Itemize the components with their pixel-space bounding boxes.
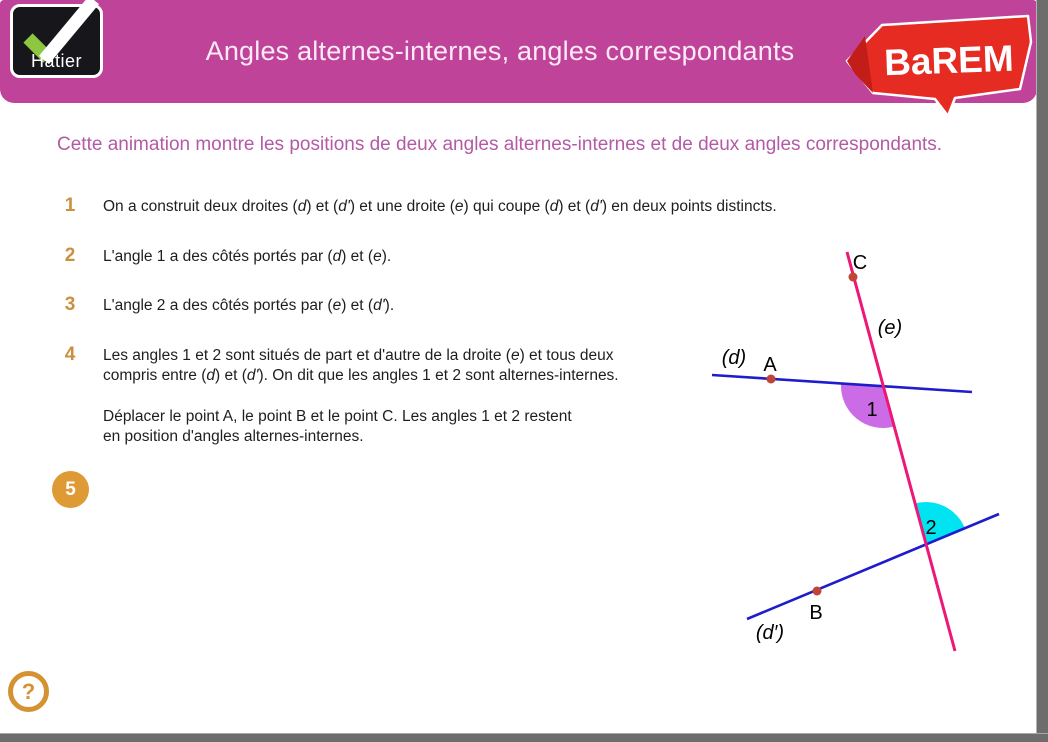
- hatier-logo-text: Hatier: [30, 51, 82, 71]
- step-number: 4: [64, 344, 76, 365]
- point-label-C: C: [852, 252, 868, 274]
- step-text: On a construit deux droites (d) et (d') et une droite (e) qui coupe (d) et (d') en deux points distincts.: [103, 198, 777, 215]
- line-e: [847, 252, 955, 651]
- step-number: 3: [64, 294, 76, 315]
- animation-description: Cette animation montre les positions de deux angles alternes-internes et de deux angles correspondants.: [57, 134, 943, 155]
- line-label-e: (e): [877, 317, 903, 339]
- help-button[interactable]: ?: [8, 671, 49, 712]
- line-label-d: (d): [721, 347, 747, 369]
- step-number: 1: [64, 195, 76, 216]
- point-label-B: B: [809, 602, 823, 624]
- barem-logo-text: BaREM: [883, 37, 1015, 84]
- point-B[interactable]: [813, 587, 822, 596]
- window-right-edge: [1036, 0, 1048, 742]
- angle-label-2: 2: [925, 517, 937, 539]
- line-label-d-prime: (d′): [755, 622, 785, 644]
- point-label-A: A: [763, 354, 777, 376]
- line-d-prime: [747, 514, 999, 619]
- step-text: L'angle 1 a des côtés portés par (d) et (e).: [103, 248, 392, 265]
- step-text: L'angle 2 a des côtés portés par (e) et (d').: [103, 297, 395, 314]
- window-bottom-edge: [0, 733, 1048, 742]
- step-number: 2: [64, 245, 76, 266]
- angle-label-1: 1: [866, 399, 878, 421]
- page-title: Angles alternes-internes, angles correspondants: [205, 36, 795, 66]
- step-text: Les angles 1 et 2 sont situés de part et d'autre de la droite (e) et tous deux compris entre (d) et (d'). On dit que les angles 1 et 2 sont alternes-internes.: [103, 347, 619, 384]
- step-5-badge[interactable]: 5: [52, 471, 89, 508]
- step-text: Déplacer le point A, le point B et le point C. Les angles 1 et 2 restent en position d'angles alternes-internes.: [103, 408, 572, 445]
